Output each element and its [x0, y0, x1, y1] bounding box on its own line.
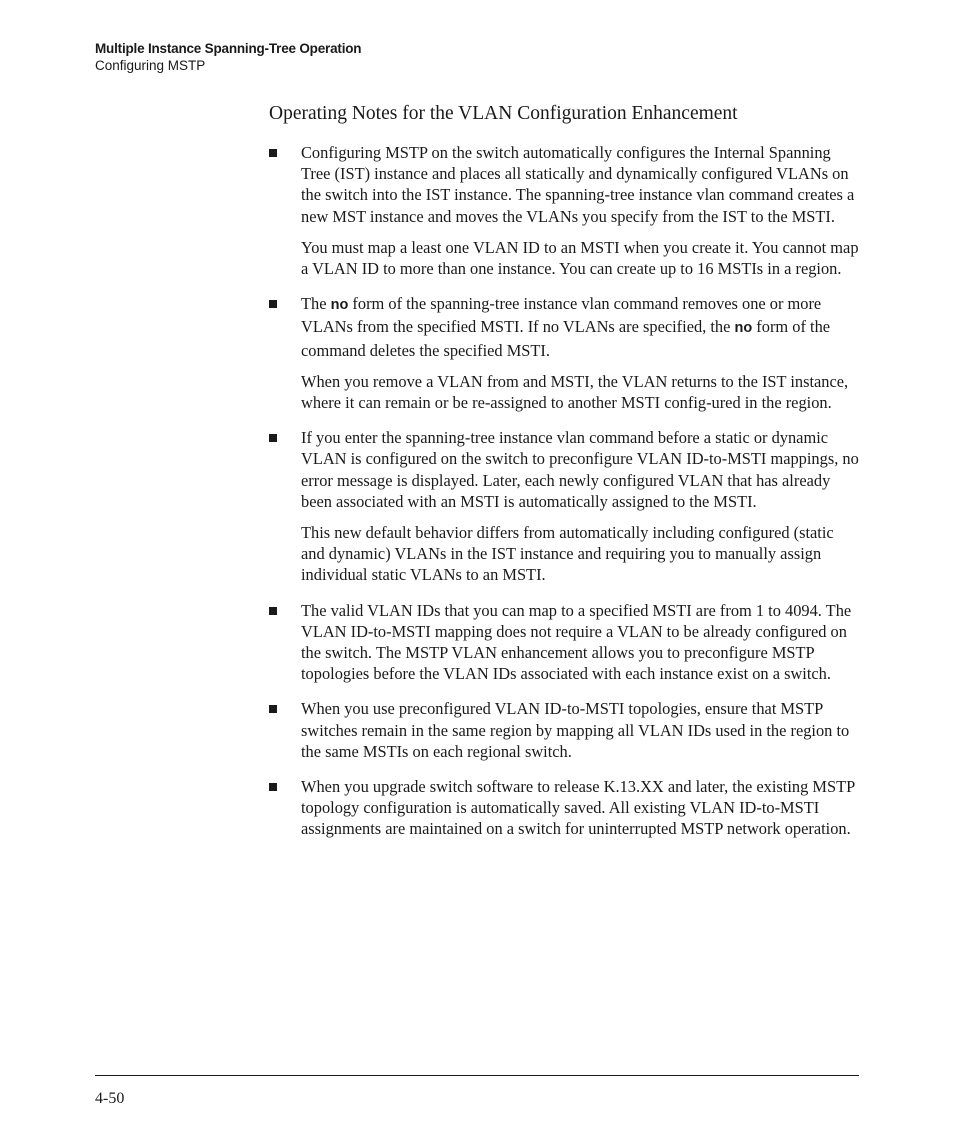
paragraph: When you remove a VLAN from and MSTI, the VLAN returns to the IST instance, where it can remain or be re-assigned to another MSTI config-ured in the region.	[301, 371, 849, 413]
section-title: Operating Notes for the VLAN Configuration Enhancement	[269, 103, 738, 124]
list-item	[269, 698, 859, 762]
paragraph: Configuring MSTP on the switch automatically configures the Internal Spanning Tree (IST) instance and places all statically and dynamically configured VLANs on the switch into the IST instance. The spanning-tree instance vlan command creates a new MST instance and moves the VLANs you specify from the IST to the MSTI.	[301, 143, 855, 226]
chapter-title: Multiple Instance Spanning-Tree Operation	[95, 41, 362, 56]
list-item	[269, 600, 859, 685]
keyword-no: no	[330, 297, 349, 314]
paragraph	[301, 293, 859, 361]
square-bullet-icon	[269, 783, 277, 791]
paragraph: This new default behavior differs from automatically including configured (static and dynamic) VLANs in the IST instance and requiring you to manually assign individual static VLANs to an MSTI.	[301, 523, 834, 585]
keyword-no: no	[734, 320, 753, 337]
paragraph: If you enter the spanning-tree instance vlan command before a static or dynamic VLAN is configured on the switch to preconfigure VLAN ID-to-MSTI mappings, no error message is displayed. Later, each newly configured VLAN that has already been associated with an MSTI is automatically assigned to the MSTI.	[301, 428, 859, 511]
text-run: form of the spanning-tree instance vlan command removes one or more VLANs from the specified MSTI. If no VLANs are specified, the	[301, 294, 822, 337]
list-item	[269, 427, 859, 585]
list-item	[269, 142, 859, 279]
page-number: 4-50	[95, 1090, 125, 1107]
paragraph: When you upgrade switch software to release K.13.XX and later, the existing MSTP topology configuration is automatically saved. All existing VLAN ID-to-MSTI assignments are maintained on a switch for uninterrupted MSTP network operation.	[301, 777, 855, 839]
list-item	[269, 776, 859, 840]
operating-notes-list	[269, 142, 859, 854]
square-bullet-icon	[269, 434, 277, 442]
footer-divider	[95, 1075, 859, 1076]
square-bullet-icon	[269, 300, 277, 308]
text-run: The	[301, 294, 331, 314]
text-run: form of the command deletes the specified MSTI.	[301, 317, 831, 360]
square-bullet-icon	[269, 607, 277, 615]
paragraph: When you use preconfigured VLAN ID-to-MSTI topologies, ensure that MSTP switches remain in the same region by mapping all VLAN IDs used in the region to the same MSTIs on each regional switch.	[301, 699, 850, 761]
square-bullet-icon	[269, 149, 277, 157]
paragraph: The valid VLAN IDs that you can map to a specified MSTI are from 1 to 4094. The VLAN ID-to-MSTI mapping does not require a VLAN to be already configured on the switch. The MSTP VLAN enhancement allows you to preconfigure MSTP topologies before the VLAN IDs associated with each instance exist on a switch.	[301, 600, 852, 684]
running-header	[95, 40, 361, 74]
square-bullet-icon	[269, 705, 277, 713]
paragraph: You must map a least one VLAN ID to an MSTI when you create it. You cannot map a VLAN ID to more than one instance. You can create up to 16 MSTIs in a region.	[301, 237, 859, 279]
section-name: Configuring MSTP	[95, 58, 206, 73]
list-item	[269, 293, 859, 413]
